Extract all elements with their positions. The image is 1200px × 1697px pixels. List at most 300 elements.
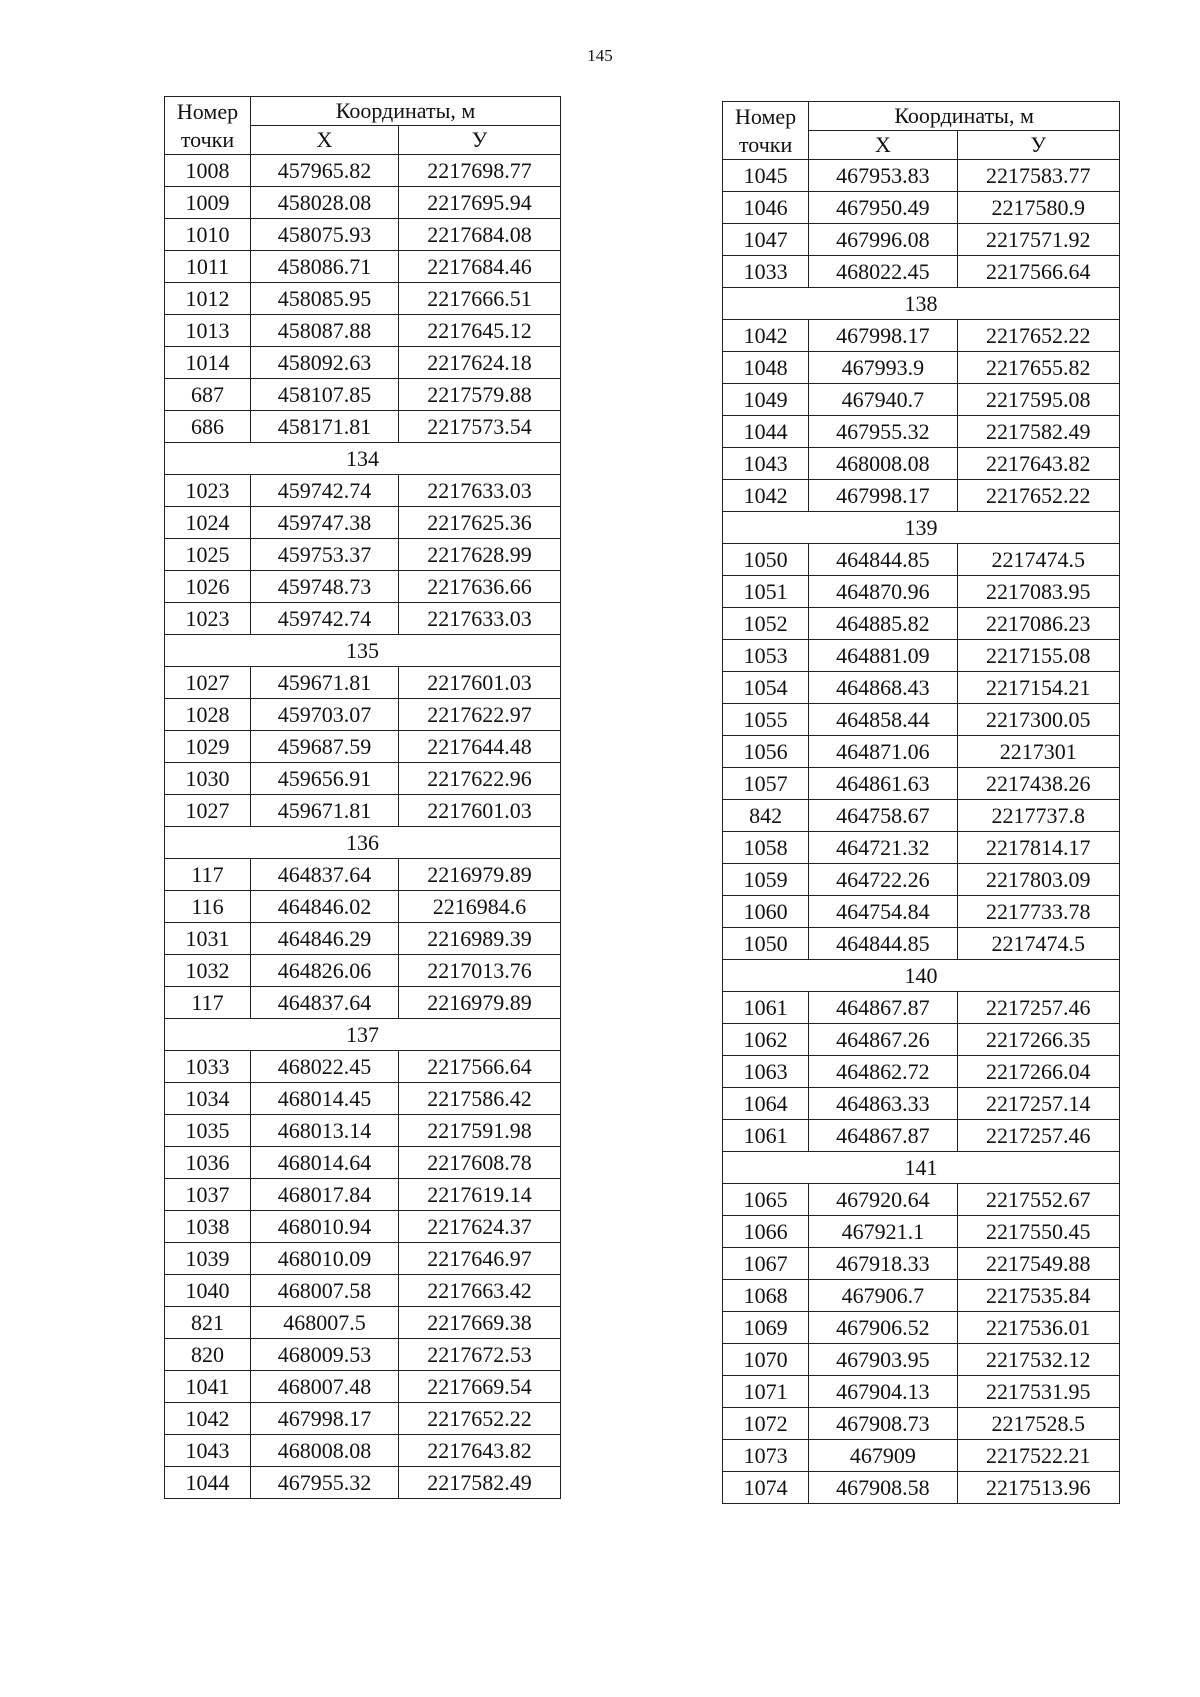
table-row (165, 795, 561, 827)
table-row (723, 448, 1120, 480)
table-row (165, 539, 561, 571)
table-row (165, 411, 561, 443)
y-coordinate-cell: 2217566.64 (957, 256, 1119, 288)
point-number-cell: 1051 (723, 576, 809, 608)
table-row (723, 1472, 1120, 1504)
x-coordinate-cell: 468007.58 (251, 1275, 399, 1307)
point-number-cell: 1059 (723, 864, 809, 896)
y-coordinate-cell: 2217643.82 (957, 448, 1119, 480)
point-number-cell: 1023 (165, 475, 251, 507)
table-row (165, 891, 561, 923)
point-number-cell: 1014 (165, 347, 251, 379)
x-coordinate-cell: 467955.32 (809, 416, 957, 448)
table-row (723, 736, 1120, 768)
y-coordinate-cell: 2217601.03 (399, 795, 561, 827)
point-number-cell: 1046 (723, 192, 809, 224)
table-row (165, 699, 561, 731)
table-row (723, 1312, 1120, 1344)
y-coordinate-cell: 2217257.46 (957, 992, 1119, 1024)
table-body (165, 155, 561, 1499)
y-coordinate-cell: 2217633.03 (399, 603, 561, 635)
y-coordinate-cell: 2217684.46 (399, 251, 561, 283)
x-header: Х (809, 131, 957, 160)
table-row (165, 667, 561, 699)
x-coordinate-cell: 459747.38 (251, 507, 399, 539)
table-row (723, 992, 1120, 1024)
point-number-cell: 1042 (723, 480, 809, 512)
x-coordinate-cell: 467950.49 (809, 192, 957, 224)
x-coordinate-cell: 467953.83 (809, 160, 957, 192)
point-number-cell: 1049 (723, 384, 809, 416)
y-coordinate-cell: 2217636.66 (399, 571, 561, 603)
y-coordinate-cell: 2217013.76 (399, 955, 561, 987)
y-coordinate-cell: 2217573.54 (399, 411, 561, 443)
x-coordinate-cell: 464870.96 (809, 576, 957, 608)
y-coordinate-cell: 2217669.38 (399, 1307, 561, 1339)
table-row (723, 224, 1120, 256)
table-row (723, 1088, 1120, 1120)
point-number-cell: 1063 (723, 1056, 809, 1088)
point-number-cell: 116 (165, 891, 251, 923)
table-row (165, 1083, 561, 1115)
table-row (723, 800, 1120, 832)
y-coordinate-cell: 2217619.14 (399, 1179, 561, 1211)
point-number-cell: 117 (165, 859, 251, 891)
table-row (723, 1216, 1120, 1248)
y-coordinate-cell: 2216979.89 (399, 987, 561, 1019)
x-coordinate-cell: 468010.09 (251, 1243, 399, 1275)
point-number-cell: 1038 (165, 1211, 251, 1243)
table-row (165, 731, 561, 763)
x-coordinate-cell: 467921.1 (809, 1216, 957, 1248)
y-coordinate-cell: 2217266.04 (957, 1056, 1119, 1088)
y-coordinate-cell: 2216984.6 (399, 891, 561, 923)
x-coordinate-cell: 459753.37 (251, 539, 399, 571)
point-number-cell: 1040 (165, 1275, 251, 1307)
section-row (723, 288, 1120, 320)
table-row (165, 1147, 561, 1179)
y-coordinate-cell: 2217814.17 (957, 832, 1119, 864)
point-number-cell: 1054 (723, 672, 809, 704)
coordinates-table-right (722, 101, 1120, 1504)
point-number-cell: 1043 (165, 1435, 251, 1467)
x-coordinate-cell: 467998.17 (809, 320, 957, 352)
y-coordinate-cell: 2217438.26 (957, 768, 1119, 800)
y-coordinate-cell: 2217301 (957, 736, 1119, 768)
point-number-cell: 1050 (723, 928, 809, 960)
x-coordinate-cell: 458085.95 (251, 283, 399, 315)
x-coordinate-cell: 464754.84 (809, 896, 957, 928)
point-number-cell: 1064 (723, 1088, 809, 1120)
x-coordinate-cell: 464844.85 (809, 928, 957, 960)
y-coordinate-cell: 2217646.97 (399, 1243, 561, 1275)
point-number-cell: 1029 (165, 731, 251, 763)
y-coordinate-cell: 2217644.48 (399, 731, 561, 763)
point-number-cell: 1066 (723, 1216, 809, 1248)
point-number-cell: 1034 (165, 1083, 251, 1115)
table-row (165, 859, 561, 891)
point-number-cell: 1045 (723, 160, 809, 192)
table-row (723, 1280, 1120, 1312)
table-row (723, 416, 1120, 448)
table-row (723, 768, 1120, 800)
x-coordinate-cell: 468010.94 (251, 1211, 399, 1243)
x-coordinate-cell: 464858.44 (809, 704, 957, 736)
point-number-cell: 686 (165, 411, 251, 443)
table-row (723, 576, 1120, 608)
point-number-cell: 1065 (723, 1184, 809, 1216)
point-number-cell: 1033 (723, 256, 809, 288)
point-number-header (723, 102, 809, 160)
x-coordinate-cell: 458087.88 (251, 315, 399, 347)
x-coordinate-cell: 464868.43 (809, 672, 957, 704)
x-coordinate-cell: 464867.26 (809, 1024, 957, 1056)
point-number-cell: 1053 (723, 640, 809, 672)
x-coordinate-cell: 468013.14 (251, 1115, 399, 1147)
section-label: 139 (723, 512, 1120, 544)
table-row (723, 1344, 1120, 1376)
x-coordinate-cell: 468008.08 (809, 448, 957, 480)
y-coordinate-cell: 2217695.94 (399, 187, 561, 219)
point-number-cell: 821 (165, 1307, 251, 1339)
table-row (723, 1248, 1120, 1280)
point-number-cell: 1044 (723, 416, 809, 448)
point-number-cell: 1074 (723, 1472, 809, 1504)
section-label: 134 (165, 443, 561, 475)
y-coordinate-cell: 2217257.14 (957, 1088, 1119, 1120)
x-coordinate-cell: 458028.08 (251, 187, 399, 219)
x-coordinate-cell: 464885.82 (809, 608, 957, 640)
point-number-cell: 1009 (165, 187, 251, 219)
y-coordinate-cell: 2217582.49 (957, 416, 1119, 448)
x-coordinate-cell: 467908.58 (809, 1472, 957, 1504)
table-row (165, 763, 561, 795)
point-number-cell: 1062 (723, 1024, 809, 1056)
y-coordinate-cell: 2217601.03 (399, 667, 561, 699)
table-row (723, 256, 1120, 288)
point-number-cell: 1042 (723, 320, 809, 352)
x-coordinate-cell: 468009.53 (251, 1339, 399, 1371)
point-number-cell: 1012 (165, 283, 251, 315)
table-row (165, 1051, 561, 1083)
table-row (165, 1371, 561, 1403)
x-coordinate-cell: 464862.72 (809, 1056, 957, 1088)
point-number-header (165, 97, 251, 155)
table-row (723, 896, 1120, 928)
y-coordinate-cell: 2217474.5 (957, 928, 1119, 960)
section-label: 140 (723, 960, 1120, 992)
x-coordinate-cell: 467955.32 (251, 1467, 399, 1499)
x-coordinate-cell: 467903.95 (809, 1344, 957, 1376)
section-label: 135 (165, 635, 561, 667)
table-row (165, 1275, 561, 1307)
x-coordinate-cell: 459656.91 (251, 763, 399, 795)
coordinates-header: Координаты, м (809, 102, 1120, 131)
table-row (723, 384, 1120, 416)
y-coordinate-cell: 2217550.45 (957, 1216, 1119, 1248)
point-number-cell: 1043 (723, 448, 809, 480)
table-row (723, 640, 1120, 672)
table-row (165, 603, 561, 635)
y-coordinate-cell: 2217532.12 (957, 1344, 1119, 1376)
x-coordinate-cell: 464846.29 (251, 923, 399, 955)
table-row (723, 672, 1120, 704)
x-coordinate-cell: 468007.48 (251, 1371, 399, 1403)
y-coordinate-cell: 2217595.08 (957, 384, 1119, 416)
y-coordinate-cell: 2217528.5 (957, 1408, 1119, 1440)
y-coordinate-cell: 2217257.46 (957, 1120, 1119, 1152)
x-coordinate-cell: 467909 (809, 1440, 957, 1472)
point-number-cell: 1068 (723, 1280, 809, 1312)
point-number-cell: 1052 (723, 608, 809, 640)
x-coordinate-cell: 467996.08 (809, 224, 957, 256)
y-header: У (399, 126, 561, 155)
point-number-cell: 1023 (165, 603, 251, 635)
x-coordinate-cell: 468022.45 (251, 1051, 399, 1083)
point-number-cell: 1024 (165, 507, 251, 539)
point-number-cell: 1011 (165, 251, 251, 283)
x-coordinate-cell: 464844.85 (809, 544, 957, 576)
y-coordinate-cell: 2217737.8 (957, 800, 1119, 832)
y-header: У (957, 131, 1119, 160)
y-coordinate-cell: 2217645.12 (399, 315, 561, 347)
point-number-cell: 687 (165, 379, 251, 411)
table-row (165, 379, 561, 411)
x-coordinate-cell: 467993.9 (809, 352, 957, 384)
x-coordinate-cell: 468007.5 (251, 1307, 399, 1339)
y-coordinate-cell: 2217571.92 (957, 224, 1119, 256)
point-number-cell: 1031 (165, 923, 251, 955)
point-number-cell: 1036 (165, 1147, 251, 1179)
point-number-cell: 1069 (723, 1312, 809, 1344)
table-row (723, 544, 1120, 576)
x-coordinate-cell: 459742.74 (251, 603, 399, 635)
x-coordinate-cell: 468014.45 (251, 1083, 399, 1115)
section-row (723, 512, 1120, 544)
table-row (723, 704, 1120, 736)
x-coordinate-cell: 464863.33 (809, 1088, 957, 1120)
table-row (723, 192, 1120, 224)
y-coordinate-cell: 2217582.49 (399, 1467, 561, 1499)
point-number-cell: 1037 (165, 1179, 251, 1211)
table-row (165, 1211, 561, 1243)
table-row (165, 1307, 561, 1339)
point-number-cell: 820 (165, 1339, 251, 1371)
table-row (723, 1440, 1120, 1472)
table-row (723, 1408, 1120, 1440)
table-row (165, 955, 561, 987)
x-coordinate-cell: 459703.07 (251, 699, 399, 731)
point-number-cell: 1008 (165, 155, 251, 187)
section-label: 136 (165, 827, 561, 859)
table-row (165, 571, 561, 603)
y-coordinate-cell: 2217652.22 (957, 480, 1119, 512)
y-coordinate-cell: 2217672.53 (399, 1339, 561, 1371)
x-coordinate-cell: 464722.26 (809, 864, 957, 896)
x-coordinate-cell: 459671.81 (251, 667, 399, 699)
table-row (165, 1339, 561, 1371)
section-row (165, 443, 561, 475)
table-row (165, 283, 561, 315)
table-row (165, 507, 561, 539)
x-coordinate-cell: 459748.73 (251, 571, 399, 603)
x-coordinate-cell: 459671.81 (251, 795, 399, 827)
y-coordinate-cell: 2217536.01 (957, 1312, 1119, 1344)
x-coordinate-cell: 458171.81 (251, 411, 399, 443)
x-coordinate-cell: 467906.7 (809, 1280, 957, 1312)
x-coordinate-cell: 467998.17 (251, 1403, 399, 1435)
y-coordinate-cell: 2217669.54 (399, 1371, 561, 1403)
y-coordinate-cell: 2217549.88 (957, 1248, 1119, 1280)
table-row (165, 187, 561, 219)
y-coordinate-cell: 2217628.99 (399, 539, 561, 571)
table-row (723, 928, 1120, 960)
table-row (165, 1179, 561, 1211)
y-coordinate-cell: 2217583.77 (957, 160, 1119, 192)
y-coordinate-cell: 2217580.9 (957, 192, 1119, 224)
coordinates-header: Координаты, м (251, 97, 561, 126)
x-coordinate-cell: 468008.08 (251, 1435, 399, 1467)
x-coordinate-cell: 467908.73 (809, 1408, 957, 1440)
y-coordinate-cell: 2217624.37 (399, 1211, 561, 1243)
point-number-cell: 1033 (165, 1051, 251, 1083)
point-number-cell: 1070 (723, 1344, 809, 1376)
section-row (723, 1152, 1120, 1184)
x-coordinate-cell: 457965.82 (251, 155, 399, 187)
point-number-cell: 117 (165, 987, 251, 1019)
section-row (165, 827, 561, 859)
x-coordinate-cell: 464846.02 (251, 891, 399, 923)
x-coordinate-cell: 464871.06 (809, 736, 957, 768)
y-coordinate-cell: 2216979.89 (399, 859, 561, 891)
point-number-cell: 1035 (165, 1115, 251, 1147)
table-row (165, 315, 561, 347)
y-coordinate-cell: 2217513.96 (957, 1472, 1119, 1504)
point-number-header-line2: точки (180, 126, 235, 152)
table-row (165, 219, 561, 251)
section-label: 141 (723, 1152, 1120, 1184)
x-coordinate-cell: 464867.87 (809, 992, 957, 1024)
x-coordinate-cell: 458086.71 (251, 251, 399, 283)
y-coordinate-cell: 2217625.36 (399, 507, 561, 539)
table-row (165, 923, 561, 955)
x-header: Х (251, 126, 399, 155)
y-coordinate-cell: 2217586.42 (399, 1083, 561, 1115)
point-number-cell: 1026 (165, 571, 251, 603)
table-row (723, 1376, 1120, 1408)
x-coordinate-cell: 464881.09 (809, 640, 957, 672)
x-coordinate-cell: 468014.64 (251, 1147, 399, 1179)
section-row (165, 635, 561, 667)
table-row (165, 1403, 561, 1435)
table-row (723, 608, 1120, 640)
y-coordinate-cell: 2217643.82 (399, 1435, 561, 1467)
x-coordinate-cell: 468022.45 (809, 256, 957, 288)
table-row (723, 1024, 1120, 1056)
table-row (723, 1120, 1120, 1152)
y-coordinate-cell: 2217652.22 (399, 1403, 561, 1435)
y-coordinate-cell: 2217624.18 (399, 347, 561, 379)
y-coordinate-cell: 2217663.42 (399, 1275, 561, 1307)
x-coordinate-cell: 467918.33 (809, 1248, 957, 1280)
table-row (723, 352, 1120, 384)
y-coordinate-cell: 2217666.51 (399, 283, 561, 315)
y-coordinate-cell: 2217591.98 (399, 1115, 561, 1147)
y-coordinate-cell: 2217566.64 (399, 1051, 561, 1083)
section-label: 137 (165, 1019, 561, 1051)
y-coordinate-cell: 2217535.84 (957, 1280, 1119, 1312)
x-coordinate-cell: 458092.63 (251, 347, 399, 379)
point-number-cell: 1041 (165, 1371, 251, 1403)
y-coordinate-cell: 2217622.97 (399, 699, 561, 731)
x-coordinate-cell: 467940.7 (809, 384, 957, 416)
point-number-cell: 1056 (723, 736, 809, 768)
x-coordinate-cell: 458075.93 (251, 219, 399, 251)
x-coordinate-cell: 464721.32 (809, 832, 957, 864)
y-coordinate-cell: 2217655.82 (957, 352, 1119, 384)
point-number-cell: 1057 (723, 768, 809, 800)
x-coordinate-cell: 467920.64 (809, 1184, 957, 1216)
section-label: 138 (723, 288, 1120, 320)
table-row (723, 1184, 1120, 1216)
point-number-cell: 1010 (165, 219, 251, 251)
point-number-cell: 1060 (723, 896, 809, 928)
point-number-cell: 1073 (723, 1440, 809, 1472)
y-coordinate-cell: 2217552.67 (957, 1184, 1119, 1216)
x-coordinate-cell: 464861.63 (809, 768, 957, 800)
table-row (165, 155, 561, 187)
point-number-cell: 1047 (723, 224, 809, 256)
x-coordinate-cell: 467906.52 (809, 1312, 957, 1344)
x-coordinate-cell: 467998.17 (809, 480, 957, 512)
point-number-cell: 1027 (165, 795, 251, 827)
y-coordinate-cell: 2217652.22 (957, 320, 1119, 352)
point-number-cell: 1055 (723, 704, 809, 736)
section-row (723, 960, 1120, 992)
table-row (165, 1467, 561, 1499)
point-number-cell: 1044 (165, 1467, 251, 1499)
table-row (723, 832, 1120, 864)
y-coordinate-cell: 2217684.08 (399, 219, 561, 251)
x-coordinate-cell: 464837.64 (251, 859, 399, 891)
x-coordinate-cell: 464758.67 (809, 800, 957, 832)
y-coordinate-cell: 2217803.09 (957, 864, 1119, 896)
y-coordinate-cell: 2217733.78 (957, 896, 1119, 928)
x-coordinate-cell: 458107.85 (251, 379, 399, 411)
table-row (165, 1115, 561, 1147)
point-number-cell: 1071 (723, 1376, 809, 1408)
y-coordinate-cell: 2217633.03 (399, 475, 561, 507)
y-coordinate-cell: 2217300.05 (957, 704, 1119, 736)
x-coordinate-cell: 459687.59 (251, 731, 399, 763)
table-row (723, 160, 1120, 192)
coordinates-table-left (164, 96, 561, 1499)
table-row (165, 1243, 561, 1275)
point-number-cell: 1027 (165, 667, 251, 699)
table-row (723, 864, 1120, 896)
y-coordinate-cell: 2217154.21 (957, 672, 1119, 704)
point-number-cell: 1050 (723, 544, 809, 576)
point-number-cell: 1048 (723, 352, 809, 384)
table-row (723, 1056, 1120, 1088)
x-coordinate-cell: 468017.84 (251, 1179, 399, 1211)
y-coordinate-cell: 2217086.23 (957, 608, 1119, 640)
point-number-header-line1: Номер (176, 98, 239, 124)
table-row (165, 347, 561, 379)
y-coordinate-cell: 2217531.95 (957, 1376, 1119, 1408)
y-coordinate-cell: 2217522.21 (957, 1440, 1119, 1472)
point-number-cell: 1042 (165, 1403, 251, 1435)
